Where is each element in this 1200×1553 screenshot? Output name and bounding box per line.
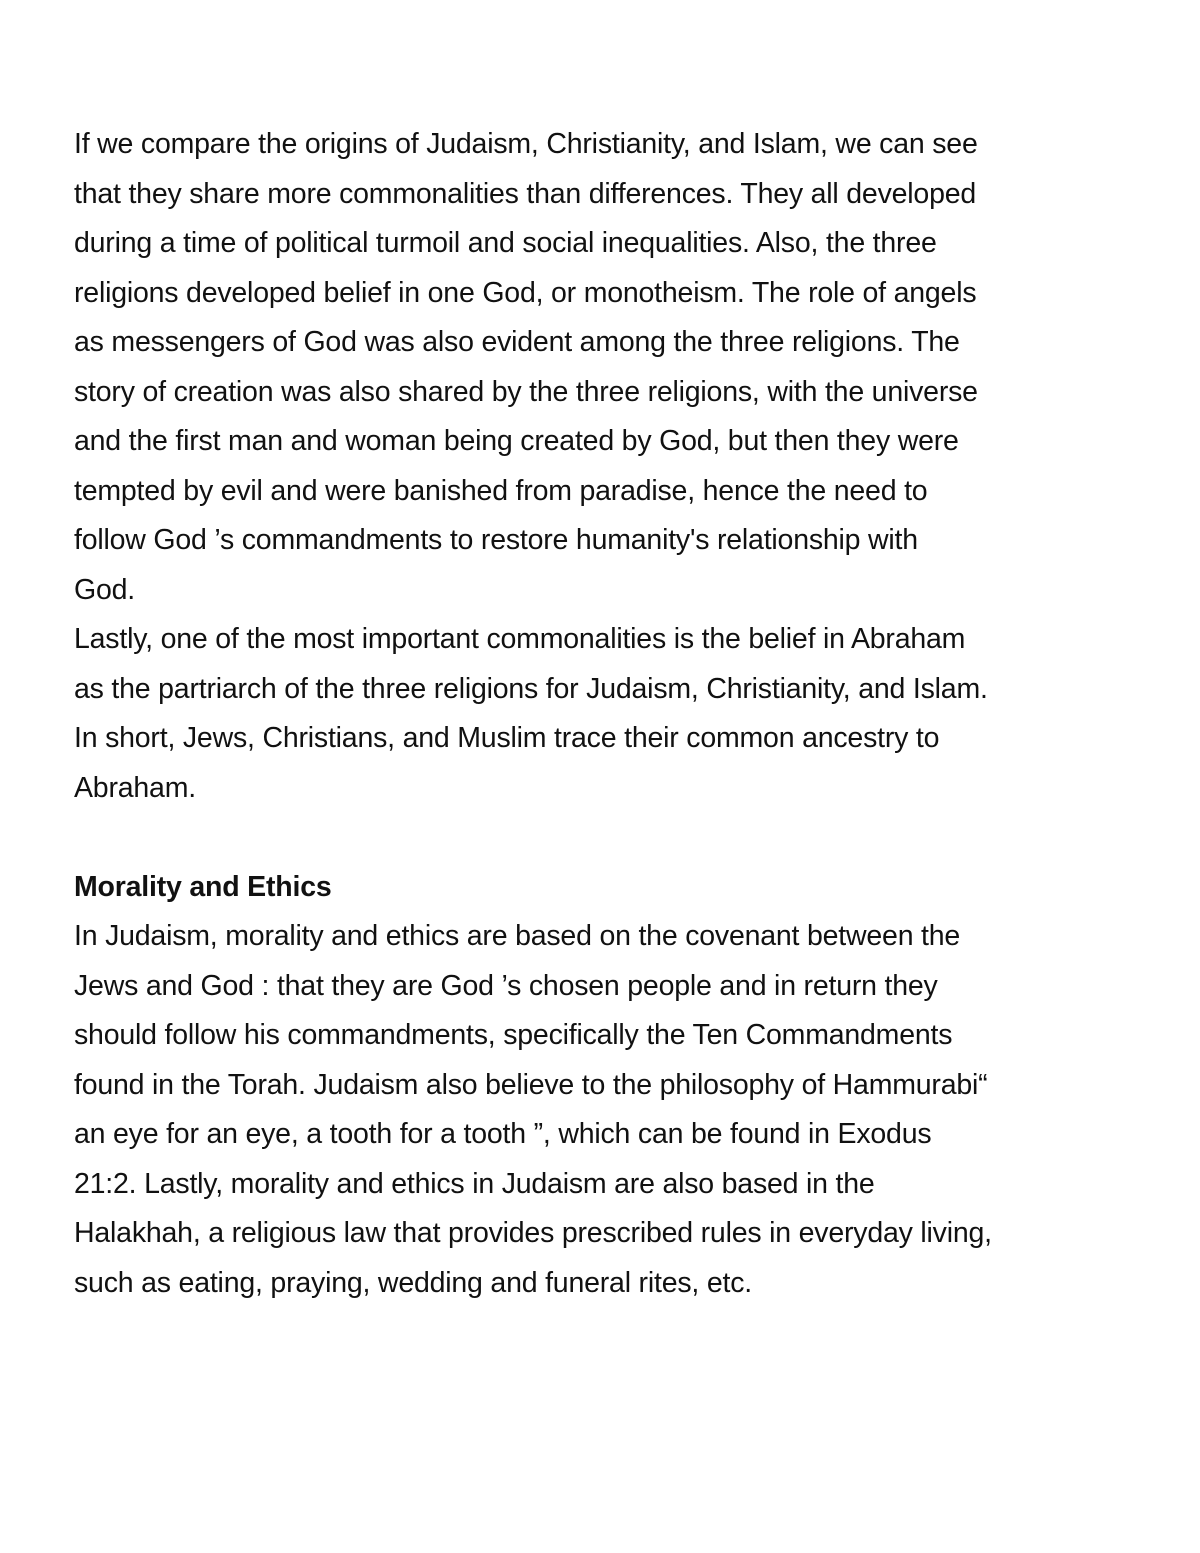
document-body (74, 120, 1164, 1308)
text-line: during a time of political turmoil and social inequalities. Also, the three (74, 227, 937, 259)
text-line: In Judaism, morality and ethics are based on the covenant between the (74, 920, 961, 952)
text-line: found in the Torah. Judaism also believe to the philosophy of Hammurabi“ (74, 1068, 988, 1101)
text-line: Jews and God : that they are God ’s chosen people and in return they (74, 969, 938, 1002)
paragraph-abraham (74, 615, 1164, 813)
text-line: and the first man and woman being created by God, but then they were (74, 425, 959, 457)
text-line: If we compare the origins of Judaism, Christianity, and Islam, we can see (74, 128, 978, 160)
blank-line (74, 813, 1164, 863)
paragraph-morality (74, 912, 1164, 1308)
text-line: tempted by evil and were banished from paradise, hence the need to (74, 474, 928, 507)
text-line: should follow his commandments, specifically the Ten Commandments (74, 1019, 953, 1051)
text-line: as messengers of God was also evident among the three religions. The (74, 326, 960, 358)
text-line: story of creation was also shared by the three religions, with the universe (74, 375, 978, 408)
text-line: that they share more commonalities than differences. They all developed (74, 177, 977, 210)
text-line: In short, Jews, Christians, and Muslim trace their common ancestry to (74, 722, 940, 754)
section-heading: Morality and Ethics (74, 870, 332, 903)
text-line: God. (74, 573, 135, 606)
text-line: as the partriarch of the three religions for Judaism, Christianity, and Islam. (74, 672, 988, 705)
text-line: religions developed belief in one God, or monotheism. The role of angels (74, 276, 977, 309)
text-line: 21:2. Lastly, morality and ethics in Judaism are also based in the (74, 1167, 875, 1200)
text-line: such as eating, praying, wedding and funeral rites, etc. (74, 1266, 752, 1299)
text-line: Halakhah, a religious law that provides prescribed rules in everyday living, (74, 1217, 992, 1249)
paragraph-origins (74, 120, 1164, 615)
text-line: follow God ’s commandments to restore humanity's relationship with (74, 524, 918, 556)
text-line: an eye for an eye, a tooth for a tooth ”, which can be found in Exodus (74, 1118, 932, 1150)
text-line: Lastly, one of the most important commonalities is the belief in Abraham (74, 623, 966, 655)
text-line: Abraham. (74, 771, 196, 804)
